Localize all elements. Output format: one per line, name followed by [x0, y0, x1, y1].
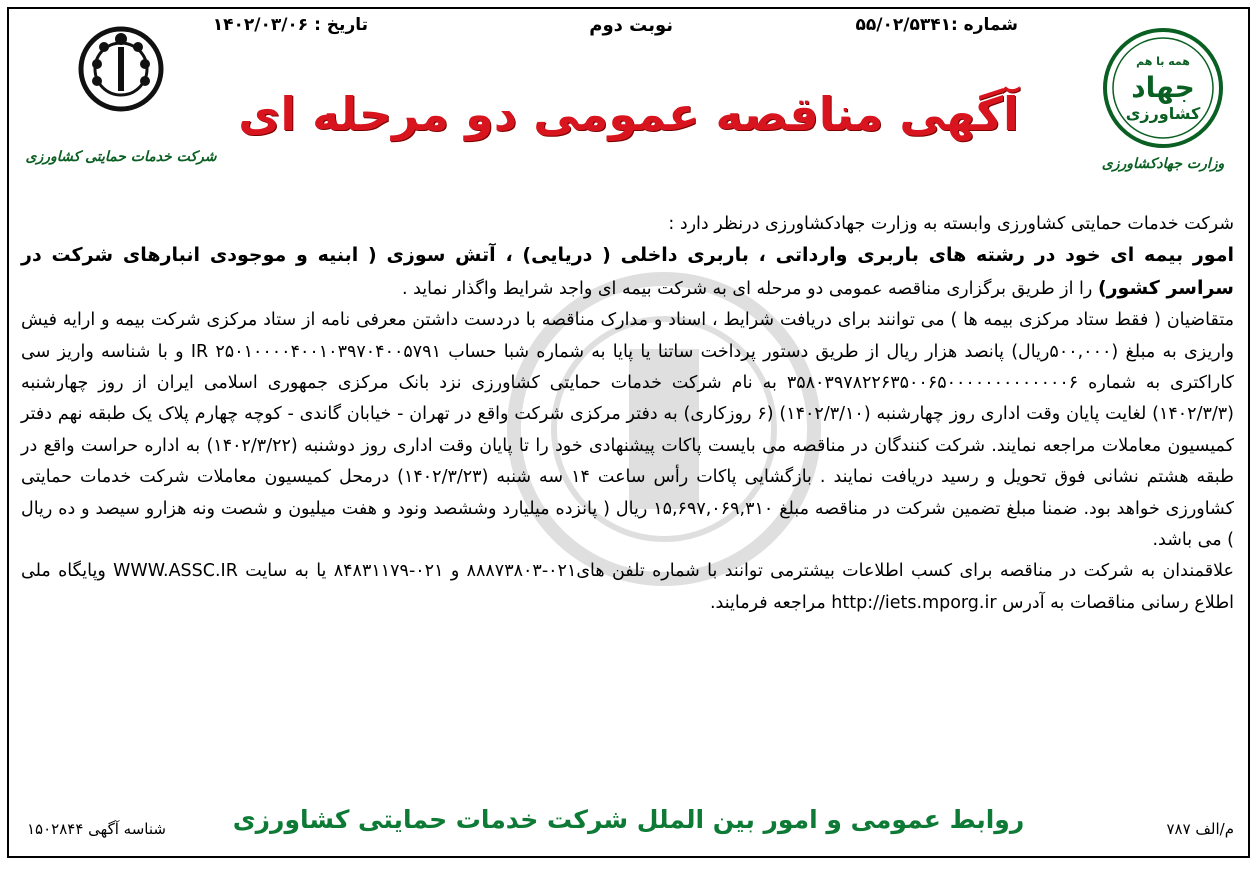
- contact-paragraph: علاقمندان به شرکت در مناقصه برای کسب اطلاعات بیشترمی توانند با شماره تلفن های۰۲۱-۸۸۸۷۳۸۰۳ و ۰۲۱-۸۴۸۳۱۱۷۹ یا به سایت WWW.ASSC.IR وپایگاه ملی اطلاع رسانی مناقصات به آدرس http://iets.mporg.ir مراجعه فرمایند.: [21, 561, 1234, 613]
- subject-bold: امور بیمه ای خود در رشته های باربری وارداتی ، باربری داخلی ( دریایی) ، آتش سوزی ( ابنیه و موجودی انبارهای شرکت در سراسر کشور): [21, 244, 1234, 299]
- ad-number: شماره :۵۵/۰۲/۵۳۴۱: [855, 15, 1018, 35]
- page-title: آگهی مناقصه عمومی دو مرحله ای: [238, 87, 1019, 141]
- footer-signature: روابط عمومی و امور بین الملل شرکت خدمات حمایتی کشاورزی: [232, 805, 1025, 834]
- ad-id: شناسه آگهی ۱۵۰۲۸۴۴: [27, 820, 166, 838]
- details-paragraph: متقاضیان ( فقط ستاد مرکزی بیمه ها ) می توانند برای دریافت شرایط ، اسناد و مدارک مناقصه با دردست داشتن معرفی نامه از ستاد مرکزی شرکت بیمه و ارایه فیش واریزی به مبلغ (۵۰۰,۰۰۰ریال) پانصد هزار ریال از طریق دستور پرداخت ساتنا یا پایا به شماره شبا حساب IR ۲۵۰۱۰۰۰۰۴۰۰۱۰۳۹۷۰۴۰۰۵۷۹۱ و با شناسه واریز سی کاراکتری به شماره ۳۵۸۰۳۹۷۸۲۲۶۳۵۰۰۶۵۰۰۰۰۰۰۰۰۰۰۰۰۰۶ به نام شرکت خدمات حمایتی کشاورزی نزد بانک مرکزی جمهوری اسلامی ایران از روز چهارشنبه (۱۴۰۲/۳/۳) لغایت پایان وقت اداری روز چهارشنبه (۱۴۰۲/۳/۱۰) (۶ روزکاری) به دفتر مرکزی شرکت واقع در تهران - خیابان گاندی - کوچه چهارم پلاک یک طبقه نهم دفتر کمیسیون معاملات مراجعه نمایند. شرکت کنندگان در مناقصه می بایست پاکات پیشنهادی خود را تا پایان وقت اداری روز دوشنبه (۱۴۰۲/۳/۲۲) به اداره حراست واقع در طبقه هشتم نشانی فوق تحویل و رسید دریافت نمایند . بازگشایی پاکات رأس ساعت ۱۴ سه شنبه (۱۴۰۲/۳/۲۳) درمحل کمیسیون معاملات شرکت خدمات حمایتی کشاورزی خواهد بود. ضمنا مبلغ تضمین شرکت در مناقصه مبلغ ۱۵,۶۹۷,۰۶۹,۳۱۰ ریال ( پانزده میلیارد وششصد ونود و هفت میلیون و شصت ونه هزارو سیصد و ده ریال ) می باشد.: [21, 310, 1235, 551]
- intro-paragraph: شرکت خدمات حمایتی کشاورزی وابسته به وزارت جهادکشاورزی درنظر دارد :: [668, 214, 1234, 234]
- company-logo-caption: شرکت خدمات حمایتی کشاورزی: [25, 149, 217, 165]
- subject-rest: را از طریق برگزاری مناقصه عمومی دو مرحله ای به شرکت بیمه ای واجد شرایط واگذار نماید .: [401, 278, 1098, 299]
- ministry-logo-sub: کشاورزی: [1125, 104, 1201, 123]
- ad-round: نوبت دوم: [589, 15, 673, 36]
- ad-date: تاریخ : ۱۴۰۲/۰۳/۰۶: [212, 15, 368, 35]
- ministry-logo-main: جهاد: [1131, 71, 1195, 104]
- ministry-logo-top: همه با هم: [1136, 55, 1190, 68]
- footer-code: م/الف ۷۸۷: [1166, 820, 1234, 838]
- ad-body: [21, 209, 1234, 619]
- subject-paragraph: [21, 240, 1234, 305]
- ministry-logo-caption: وزارت جهادکشاورزی: [1101, 156, 1225, 172]
- ad-page: [7, 7, 1250, 858]
